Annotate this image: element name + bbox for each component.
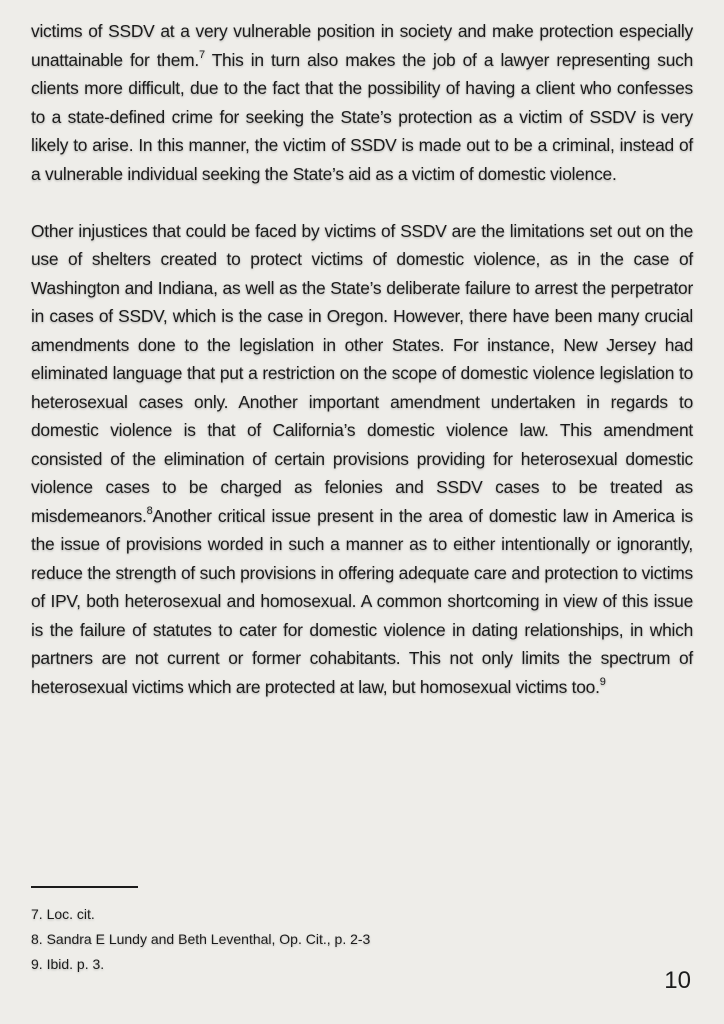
footnote-9: 9. Ibid. p. 3. [31, 956, 105, 972]
paragraph-text: This in turn also makes the job of a lawyer representing such clients more difficult, due to the fact that the possibility of having a client who confesses to a state-defined crime for seeking the State’s protection as a victim of SSDV is very likely to arise. In this manner, the victim of SSDV is made out to be a criminal, instead of a vulnerable individual seeking the State’s aid as a victim of domestic violence. [31, 49, 693, 184]
document-page [31, 17, 693, 701]
paragraph-text: Other injustices that could be faced by victims of SSDV are the limitations set out on the use of shelters created to protect victims of domestic violence, as in the case of Washington and Indiana, as well as the State’s deliberate failure to arrest the perpetrator in cases of SSDV, which is the case in Oregon. However, there have been many crucial amendments done to the legislation in other States. For instance, New Jersey had eliminated language that put a restriction on the scope of domestic violence legislation to heterosexual cases only. Another important amendment undertaken in regards to domestic violence is that of California’s domestic violence law. This amendment consisted of the elimination of certain provisions providing for heterosexual domestic violence cases to be charged as felonies and SSDV cases to be treated as misdemeanors. [31, 220, 693, 526]
footnote-reference-9[interactable]: 9 [599, 675, 606, 688]
body-paragraph-2 [31, 217, 693, 702]
footnote-8: 8. Sandra E Lundy and Beth Leventhal, Op. Cit., p. 2-3 [31, 931, 371, 947]
body-paragraph-1 [31, 17, 693, 188]
page-number: 10 [664, 967, 691, 994]
footnote-reference-8[interactable]: 8 [146, 504, 153, 517]
footnote-separator [31, 886, 138, 888]
footnote-7: 7. Loc. cit. [31, 906, 95, 922]
paragraph-text: victims of SSDV at a very vulnerable position in society and make protection especially unattainable for them. [31, 21, 693, 70]
footnote-reference-7[interactable]: 7 [198, 48, 205, 61]
footnotes-list [31, 902, 370, 977]
paragraph-text: Another critical issue present in the area of domestic law in America is the issue of provisions worded in such a manner as to either intentionally or ignorantly, reduce the strength of such provisions in offering adequate care and protection to victims of IPV, both heterosexual and homosexual. A common shortcoming in view of this issue is the failure of statutes to cater for domestic violence in dating relationships, in which partners are not current or former cohabitants. This not only limits the spectrum of heterosexual victims which are protected at law, but homosexual victims too. [31, 505, 693, 697]
